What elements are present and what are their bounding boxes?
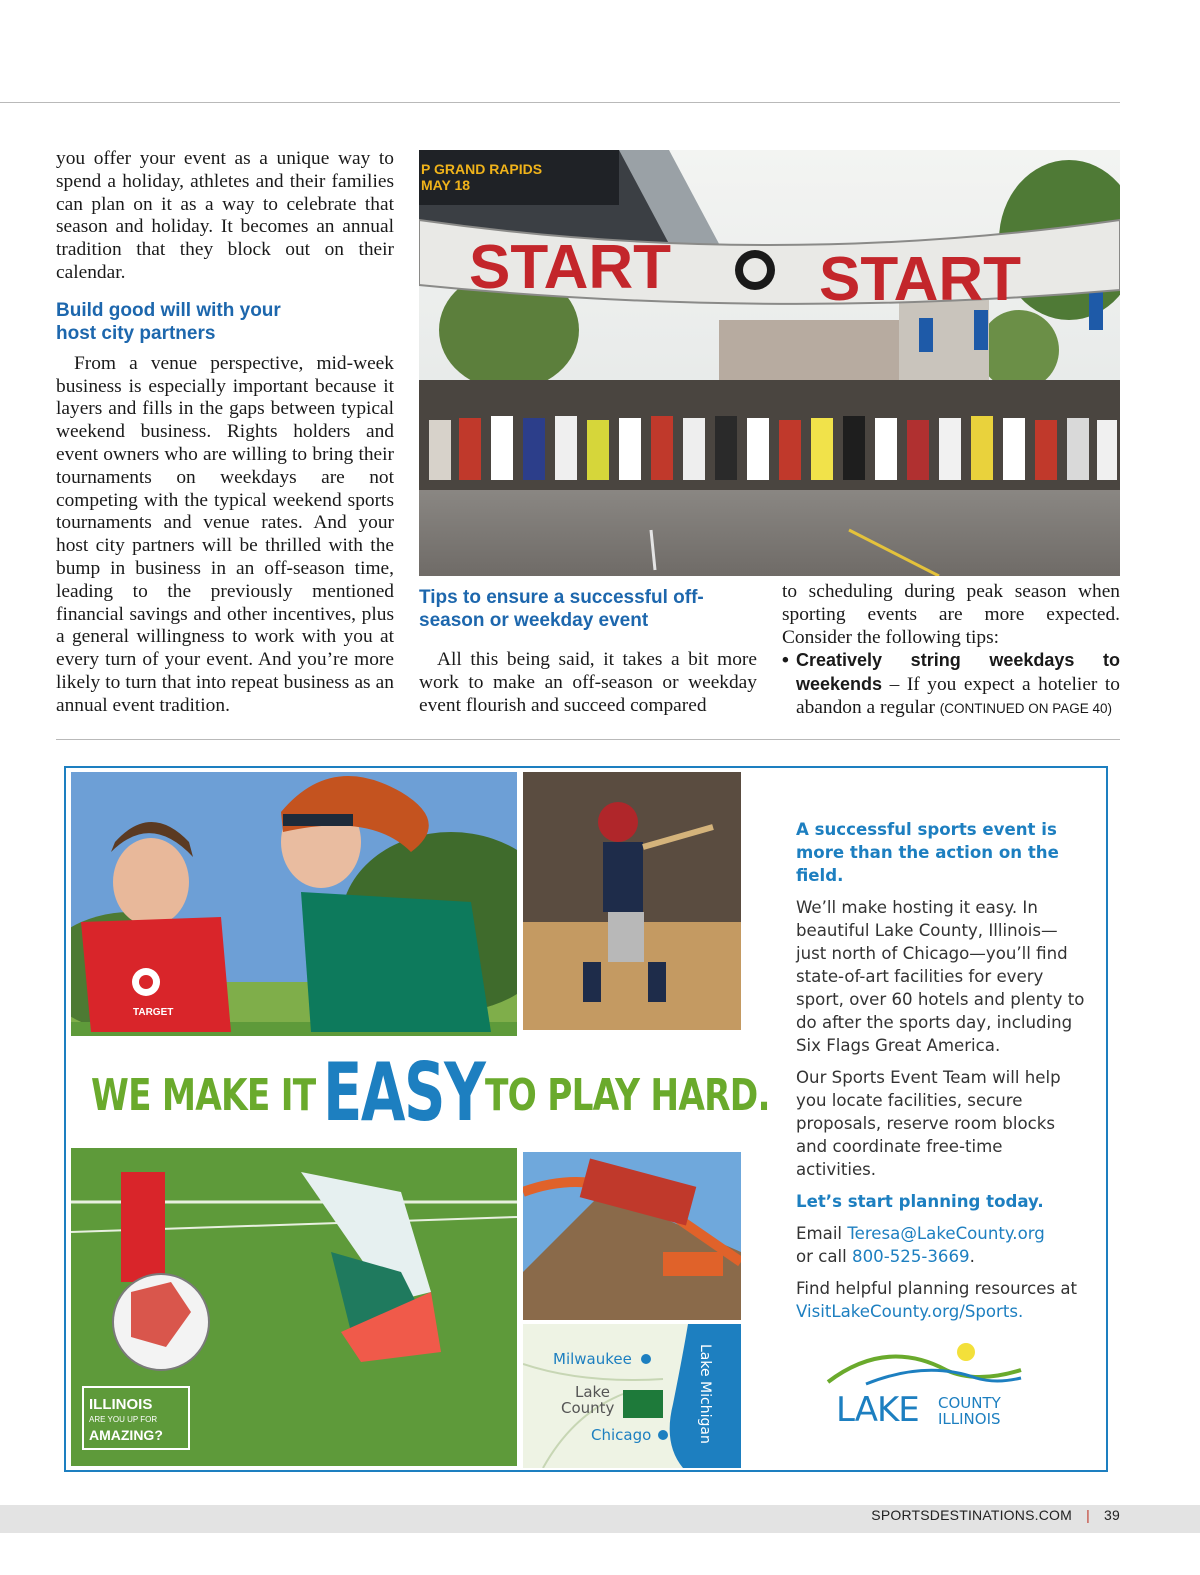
region-map bbox=[523, 1324, 741, 1468]
marathon-start-photo bbox=[419, 150, 1120, 576]
email-prefix: Email bbox=[796, 1224, 848, 1243]
column-3-body: to scheduling during peak season when sporting events are more expected. Consider the following tips: bbox=[782, 581, 1120, 648]
scoreboard-text-1: P GRAND RAPIDS bbox=[421, 161, 543, 177]
column-1-intro: you offer your event as a unique way to spend a holiday, athletes and their families can plan on it as a way to celebrate that season and holiday. It becomes an annual tradition that they block out on their calendar. bbox=[56, 148, 394, 283]
baseball-photo bbox=[523, 772, 741, 1030]
ad-slogan bbox=[71, 1036, 770, 1148]
jersey-text: TARGET bbox=[133, 1007, 174, 1018]
illinois-badge-sub: ARE YOU UP FOR bbox=[89, 1415, 158, 1424]
email-link[interactable]: Teresa@LakeCounty.org bbox=[847, 1224, 1045, 1243]
map-label-lake: Lake bbox=[575, 1383, 610, 1401]
heading-build-good-will: Build good will with your host city partners bbox=[56, 299, 281, 344]
map-label-milwaukee: Milwaukee bbox=[553, 1350, 632, 1368]
resources-link[interactable]: VisitLakeCounty.org/Sports. bbox=[796, 1302, 1024, 1321]
column-2-body: All this being said, it takes a bit more work to make an off-season or weekday event flourish and succeed compared bbox=[419, 649, 757, 716]
banner-start-left: START bbox=[469, 233, 672, 302]
call-suffix: . bbox=[969, 1247, 975, 1266]
phone-link[interactable]: 800-525-3669 bbox=[852, 1247, 970, 1266]
map-illustration bbox=[523, 1324, 741, 1468]
roller-coaster-photo bbox=[523, 1152, 741, 1320]
logo-waves-icon bbox=[826, 1340, 1026, 1390]
tip-bullet bbox=[782, 649, 1120, 720]
map-label-chicago: Chicago bbox=[591, 1426, 652, 1444]
baseball-illustration bbox=[523, 772, 741, 1030]
slogan-easy: EASY bbox=[323, 1046, 485, 1139]
tip-bold: Creatively string weekdays to weekends bbox=[796, 650, 1120, 695]
article-column-2 bbox=[419, 586, 757, 717]
map-label-county: County bbox=[561, 1399, 615, 1417]
resources-prefix: Find helpful planning resources at bbox=[796, 1279, 1078, 1298]
lake-county-logo bbox=[826, 1340, 1026, 1432]
race-photo-illustration bbox=[419, 150, 1120, 576]
ad-body-1: We’ll make hosting it easy. In beautiful Lake County, Illinois—just north of Chicago—you’ll find state-of-art facilities for every sport, over 60 hotels and plenty to do after the sports day, including Six Flags Great America. bbox=[796, 898, 1085, 1055]
scoreboard-text-2: MAY 18 bbox=[421, 177, 471, 193]
footer-separator: | bbox=[1086, 1507, 1090, 1523]
heading-tips: Tips to ensure a successful off-season or weekday event bbox=[419, 587, 704, 631]
mid-rule bbox=[56, 739, 1120, 740]
illinois-badge-text: ILLINOIS bbox=[89, 1396, 153, 1413]
map-label-lake-michigan: Lake Michigan bbox=[697, 1344, 713, 1444]
ad-body-2: Our Sports Event Team will help you locate facilities, secure proposals, reserve room blocks and coordinate free-time activities. bbox=[796, 1068, 1061, 1179]
logo-illinois: ILLINOIS bbox=[938, 1410, 1001, 1428]
ad-copy bbox=[796, 818, 1086, 1332]
logo-county: COUNTY bbox=[938, 1394, 1001, 1412]
footer-site: SPORTSDESTINATIONS.COM bbox=[871, 1507, 1072, 1523]
slogan-part-2: TO PLAY HARD. bbox=[485, 1070, 770, 1121]
article-column-3 bbox=[782, 581, 1120, 721]
ad-resources bbox=[796, 1277, 1086, 1323]
ad-contact bbox=[796, 1222, 1086, 1268]
ad-cta: Let’s start planning today. bbox=[796, 1192, 1044, 1211]
tip-text: – If you expect a hotelier to abandon a regular bbox=[796, 674, 1120, 718]
top-rule bbox=[0, 102, 1120, 103]
article-column-1 bbox=[56, 148, 394, 718]
slogan-part-1: WE MAKE IT bbox=[91, 1070, 316, 1121]
ad-headline: A successful sports event is more than the action on the field. bbox=[796, 820, 1059, 885]
coaster-illustration bbox=[523, 1152, 741, 1320]
column-1-body: From a venue perspective, mid-week business is especially important because it layers and fills in the gaps between typical weekend business. Rights holders and event owners who are willing to bring their tournaments on weekdays are not competing with the typical weekend sports tournaments and venue rates. And your host city partners will be thrilled with the bump in business in an off-season time, leading to the previously mentioned financial savings and other incentives, plus a general willingness to work with you at every turn of your event. And you’re more likely to turn that into repeat business as an annual event tradition. bbox=[56, 352, 394, 716]
bullet-dot: • bbox=[782, 649, 789, 672]
banner-start-right: START bbox=[819, 245, 1022, 314]
call-prefix: or call bbox=[796, 1247, 853, 1266]
illinois-badge-amazing: AMAZING? bbox=[89, 1427, 163, 1443]
footer-page-number: 39 bbox=[1104, 1507, 1120, 1523]
page-footer-text bbox=[871, 1507, 1120, 1523]
logo-lake: LAKE bbox=[836, 1390, 919, 1430]
continued-note: (CONTINUED ON PAGE 40) bbox=[939, 700, 1113, 716]
